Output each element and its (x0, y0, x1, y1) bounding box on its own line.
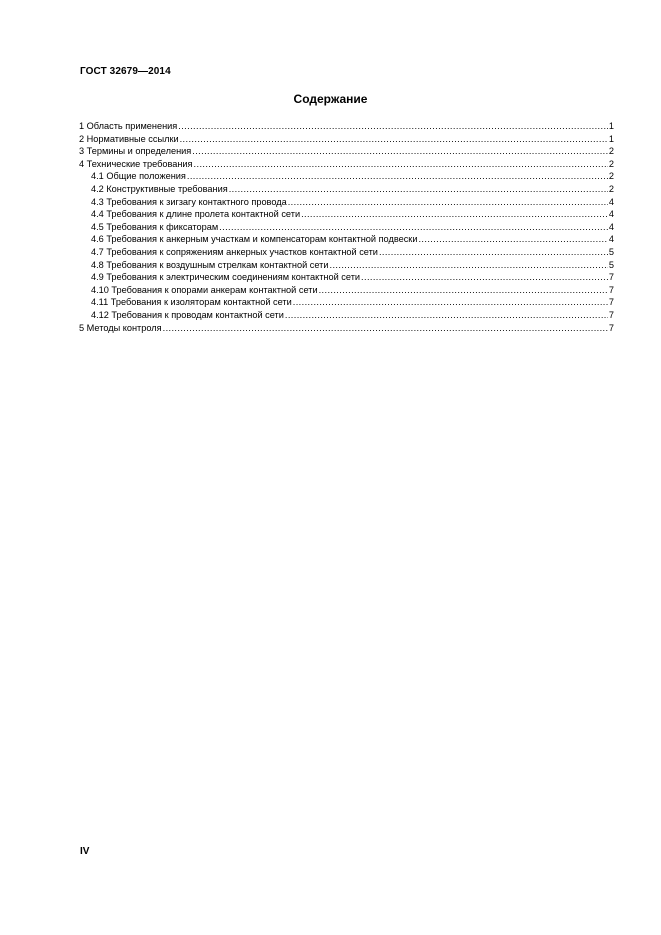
toc-entry-label: 4.5 Требования к фиксаторам (91, 221, 219, 232)
toc-dot-leader (379, 246, 608, 259)
toc-entry-page: 2 (608, 171, 614, 182)
toc-entry-page: 1 (608, 133, 614, 144)
toc-dot-leader (285, 309, 608, 322)
toc-entry-page: 7 (608, 309, 614, 320)
toc-entry[interactable] (79, 284, 614, 297)
toc-entry-label: 3 Термины и определения (79, 146, 192, 157)
toc-dot-leader (301, 208, 608, 221)
toc-entry-label: 4.9 Требования к электрическим соединениям контактной сети (91, 272, 361, 283)
toc-dot-leader (192, 145, 608, 158)
toc-title: Содержание (293, 92, 368, 106)
toc-entry[interactable] (79, 322, 614, 335)
toc-entry[interactable] (79, 183, 614, 196)
toc-entry[interactable] (79, 208, 614, 221)
toc-entry-label: 4 Технические требования (79, 158, 193, 169)
toc-entry-label: 4.2 Конструктивные требования (91, 183, 228, 194)
toc-entry-page: 7 (608, 322, 614, 333)
toc-dot-leader (187, 170, 608, 183)
toc-entry-page: 1 (608, 121, 614, 131)
toc-entry-page: 2 (608, 146, 614, 157)
toc-entry[interactable] (79, 233, 614, 246)
toc-entry-label: 2 Нормативные ссылки (79, 133, 179, 144)
toc-entry[interactable] (79, 296, 614, 309)
toc-entry-page: 2 (608, 158, 614, 169)
toc-entry-page: 7 (608, 297, 614, 308)
toc-entry-label: 4.6 Требования к анкерным участкам и компенсаторам контактной подвески (91, 234, 418, 245)
toc-entry[interactable] (79, 120, 614, 133)
toc-entry[interactable] (79, 246, 614, 259)
toc-entry[interactable] (79, 170, 614, 183)
toc-entry[interactable] (79, 259, 614, 272)
toc-dot-leader (180, 133, 608, 146)
toc-entry-label: 4.12 Требования к проводам контактной сети (91, 309, 284, 320)
toc-entry-label: 4.4 Требования к длине пролета контактной сети (91, 209, 301, 220)
toc-entry-label: 4.10 Требования к опорами анкерам контактной сети (91, 284, 318, 295)
toc-dot-leader (330, 259, 608, 272)
toc-dot-leader (219, 221, 608, 234)
toc-entry-label: 5 Методы контроля (79, 322, 162, 333)
toc-entry-label: 4.3 Требования к зигзагу контактного провода (91, 196, 287, 207)
toc-dot-leader (163, 322, 608, 335)
toc-entry[interactable] (79, 309, 614, 322)
toc-entry-page: 4 (608, 196, 614, 207)
toc-entry-label: 4.8 Требования к воздушным стрелкам контактной сети (91, 259, 329, 270)
toc-entry[interactable] (79, 145, 614, 158)
table-of-contents (79, 120, 614, 334)
toc-entry[interactable] (79, 158, 614, 171)
toc-dot-leader (319, 284, 608, 297)
toc-entry-label: 4.11 Требования к изоляторам контактной сети (91, 297, 292, 308)
toc-dot-leader (194, 158, 608, 171)
toc-entry[interactable] (79, 271, 614, 284)
toc-dot-leader (293, 296, 608, 309)
toc-entry-page: 5 (608, 259, 614, 270)
toc-entry-label: 1 Область применения (79, 121, 178, 131)
toc-dot-leader (229, 183, 608, 196)
toc-entry-page: 4 (608, 221, 614, 232)
document-header: ГОСТ 32679—2014 (80, 66, 171, 77)
toc-entry-page: 7 (608, 284, 614, 295)
toc-dot-leader (418, 233, 607, 246)
toc-dot-leader (178, 120, 608, 133)
toc-entry-page: 4 (608, 234, 614, 245)
toc-entry-page: 5 (608, 246, 614, 257)
toc-entry-label: 4.7 Требования к сопряжениям анкерных участков контактной сети (91, 246, 378, 257)
toc-entry-label: 4.1 Общие положения (91, 171, 186, 182)
page-number: IV (80, 846, 90, 857)
toc-entry-page: 2 (608, 183, 614, 194)
toc-entry[interactable] (79, 133, 614, 146)
toc-dot-leader (288, 196, 608, 209)
toc-entry-page: 4 (608, 209, 614, 220)
toc-entry[interactable] (79, 221, 614, 234)
toc-dot-leader (361, 271, 608, 284)
toc-entry-page: 7 (608, 272, 614, 283)
toc-entry[interactable] (79, 196, 614, 209)
